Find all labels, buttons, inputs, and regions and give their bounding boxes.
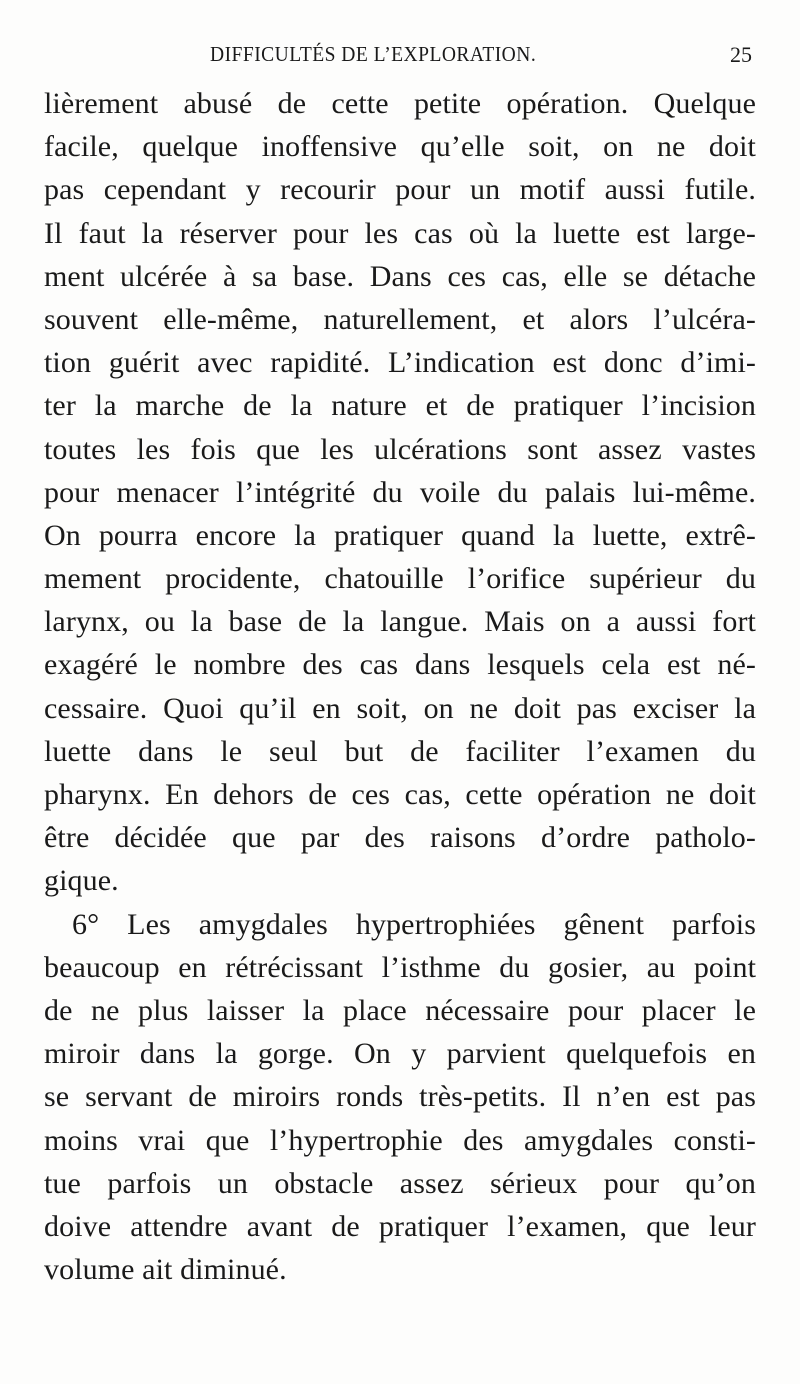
text-line: tue parfois un obstacle assez sérieux pour qu’on [44,1166,756,1200]
text-line: volume ait diminué. [44,1253,287,1287]
text-line: souvent elle-même, naturellement, et alors l’ulcéra- [44,302,756,336]
text-line: beaucoup en rétrécissant l’isthme du gosier, au point [44,950,756,984]
text-line: mement procidente, chatouille l’orifice supérieur du [44,562,756,596]
text-line: ment ulcérée à sa base. Dans ces cas, elle se détache [44,259,756,293]
text-line: lièrement abusé de cette petite opération. Quelque [44,87,756,120]
page-number: 25 [730,42,752,67]
text-line: gique. [44,864,119,898]
text-line: larynx, ou la base de la langue. Mais on a aussi fort [44,605,756,639]
text-line: être décidée que par des raisons d’ordre patholo- [44,821,756,855]
running-title: DIFFICULTÉS DE L’EXPLORATION. [210,42,537,66]
text-line: tion guérit avec rapidité. L’indication est donc d’imi- [44,346,756,380]
text-line: pharynx. En dehors de ces cas, cette opération ne doit [44,778,756,811]
text-line: moins vrai que l’hypertrophie des amygdales consti- [44,1123,756,1157]
text-line: Il faut la réserver pour les cas où la luette est large- [44,216,756,250]
text-line: cessaire. Quoi qu’il en soit, on ne doit pas exciser la [44,691,756,725]
text-line: exagéré le nombre des cas dans lesquels cela est né- [44,648,756,682]
text-line: 6° Les amygdales hypertrophiées gênent parfois [72,907,756,941]
text-line: pour menacer l’intégrité du voile du palais lui-même. [44,475,756,509]
text-line: doive attendre avant de pratiquer l’examen, que leur [44,1209,756,1243]
text-line: On pourra encore la pratiquer quand la luette, extrê- [44,518,756,552]
text-line: toutes les fois que les ulcérations sont assez vastes [44,432,756,466]
text-line: se servant de miroirs ronds très-petits. Il n’en est pas [44,1080,756,1114]
text-line: miroir dans la gorge. On y parvient quelquefois en [44,1037,756,1071]
text-line: luette dans le seul but de faciliter l’examen du [44,734,756,768]
text-line: de ne plus laisser la place nécessaire pour placer le [44,993,756,1027]
running-head [0,42,800,72]
text-line: facile, quelque inoffensive qu’elle soit, on ne doit [44,130,756,164]
text-line: ter la marche de la nature et de pratiquer l’incision [44,389,756,423]
body-text [44,82,756,1291]
text-line: pas cependant y recourir pour un motif aussi futile. [44,173,756,207]
